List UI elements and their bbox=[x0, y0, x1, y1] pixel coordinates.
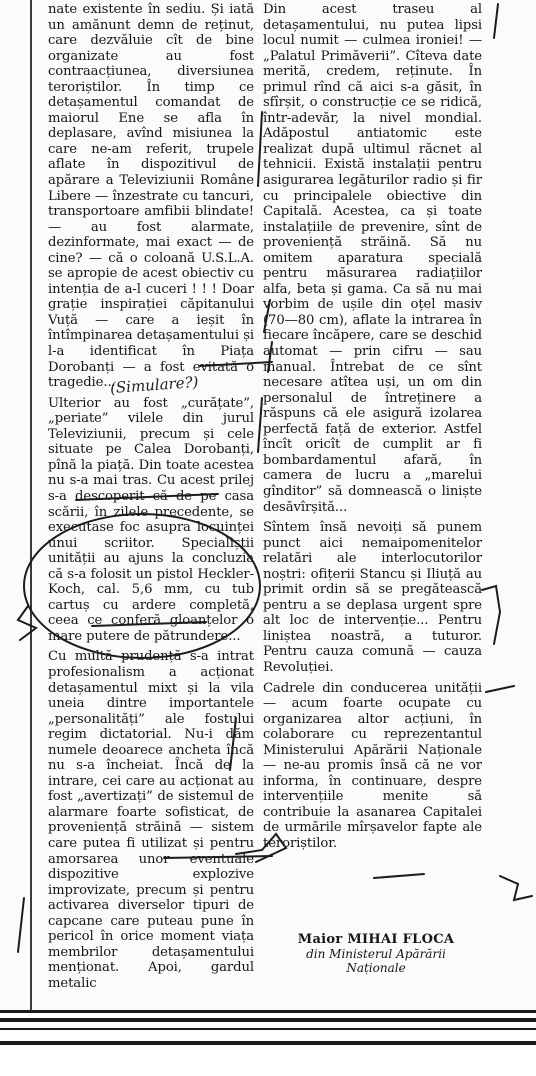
margin-arrow-mark bbox=[500, 876, 532, 900]
byline-department: din Ministerul Apărării Naționale bbox=[306, 947, 446, 975]
byline-author: Maior MIHAI FLOCA bbox=[297, 932, 455, 947]
margin-arrow-mark bbox=[18, 606, 36, 640]
margin-arrow-mark bbox=[482, 586, 500, 644]
margin-bracket-mark bbox=[18, 898, 24, 952]
article-paragraph: Cadrele din conducerea unității — acum foarte ocupate cu organizarea altor acțiuni, în colaborare cu reprezentantul Ministerului Apărării Naționale — ne-au promis însă că ne vor informa, în continuare, despre intervențiile menite să contribuie la asanarea Capitalei de urmările mîrșavelor fapte ale teroriștilor. bbox=[263, 680, 482, 851]
page-rule bbox=[0, 1010, 536, 1013]
right-column bbox=[263, 2, 482, 852]
article-paragraph: Din acest traseu al detașamentului, nu putea lipsi locul numit — culmea ironiei! — „Palatul Primăverii”. Cîteva date merită, credem, reținute. În primul rînd că aici s-a găsit, în sfîrșit, o construcție ce se ridică, într-adevăr, la nivel mondial. Adăpostul antiatomic este realizat după ultimul răcnet al tehnicii. Există instalații pentru asigurarea legăturilor radio și fir cu principalele obiective din Capitală. Acestea, ca și toate instalațiile de prevenire, sînt de proveniență străină. Să nu omitem aparatura specială pentru măsurarea radiațiilor alfa, beta și gama. Ca să nu mai vorbim de ușile din oțel masiv (70—80 cm), aflate la intrarea în fiecare încăpere, care se deschid automat — prin cifru — sau manual. Întrebat de ce sînt necesare atîtea uși, un om din personalul de întreținere a răspuns că ele asigură izolarea perfectă față de exterior. Astfel încît oricît de cumplit ar fi bombardamentul afară, în camera de lucru a „marelui gînditor” să domnească o liniște desăvîrșită... bbox=[263, 2, 482, 515]
article-paragraph: Ulterior au fost „curățate”, „periate” vilele din jurul Televiziunii, precum și cele situate pe Calea Dorobanți, pînă la piață. Din toate acestea nu s-a mai tras. Cu acest prilej s-a descoperit că de pe casa scării, în zilele precedente, se executase foc asupra locuinței unui scriitor. Specialiștii unității au ajuns la concluzia că s-a folosit un pistol Heckler-Koch, cal. 5,6 mm, cu tub cartuș cu ardere completă, ceea ce conferă gloanțelor o mare putere de pătrundere... bbox=[48, 395, 254, 644]
scan-edge-line bbox=[30, 0, 32, 1010]
handwritten-note: (Simulare?) bbox=[109, 372, 200, 398]
page-rule bbox=[0, 1041, 536, 1045]
article-paragraph: Sîntem însă nevoiți să punem punct aici nemaipomenitelor relatări ale interlocutorilor noștri: ofițerii Stancu și Iliuță au primit ordin să se pregătească pentru a se deplasa urgent spre alt loc de intervenție... Pentru liniștea noastră, a tuturor. Pentru cauza comună — cauza Revoluției. bbox=[263, 520, 482, 675]
page-rule bbox=[0, 1028, 536, 1030]
underline-mark bbox=[374, 874, 424, 878]
article-paragraph: nate existente în sediu. Și iată un amănunt demn de reținut, care dezvăluie cît de bine organizate au fost contraacțiunea, diversiunea teroriștilor. În timp ce detașamentul comandat de maiorul Ene se afla în deplasare, avînd misiunea la care ne-am referit, trupele aflate în dispozitivul de apărare a Televiziunii Române Libere — înzestrate cu tancuri, transportoare amfibii blindate! — au fost alarmate, dezinformate, mai exact — de cine? — că o coloană U.S.L.A. se apropie de acest obiectiv cu intenția de a-l cuceri ! ! ! Doar grație inspirației căpitanului Vuță — care a ieșit în întîmpinarea detașamentului și l-a identificat în Piața Dorobanți — a fost evitată o tragedie... bbox=[48, 2, 254, 391]
margin-bracket-mark bbox=[258, 398, 262, 452]
byline bbox=[276, 932, 476, 975]
article-paragraph: Cu multă prudență s-a intrat profesionalism a acționat detașamentul mixt și la vila uneia dintre importantele „personalități” ale fostului regim dictatorial. Nu-i dăm numele deoarece ancheta încă nu s-a încheiat. Încă de la intrare, cei care au acționat au fost „avertizați” de sistemul de alarmare foarte sofisticat, de proveniență străină — sistem care putea fi utilizat și pentru amorsarea unor eventuale dispozitive explozive improvizate, precum și pentru activarea diverselor tipuri de capcane care puteau pune în pericol în orice moment viața membrilor detașamentului menționat. Apoi, gardul metalic bbox=[48, 649, 254, 991]
margin-arrow-mark bbox=[486, 686, 514, 692]
left-column bbox=[48, 2, 254, 991]
margin-bracket-mark bbox=[494, 4, 498, 38]
margin-bracket-mark bbox=[258, 112, 262, 186]
page-rule bbox=[0, 1018, 536, 1022]
